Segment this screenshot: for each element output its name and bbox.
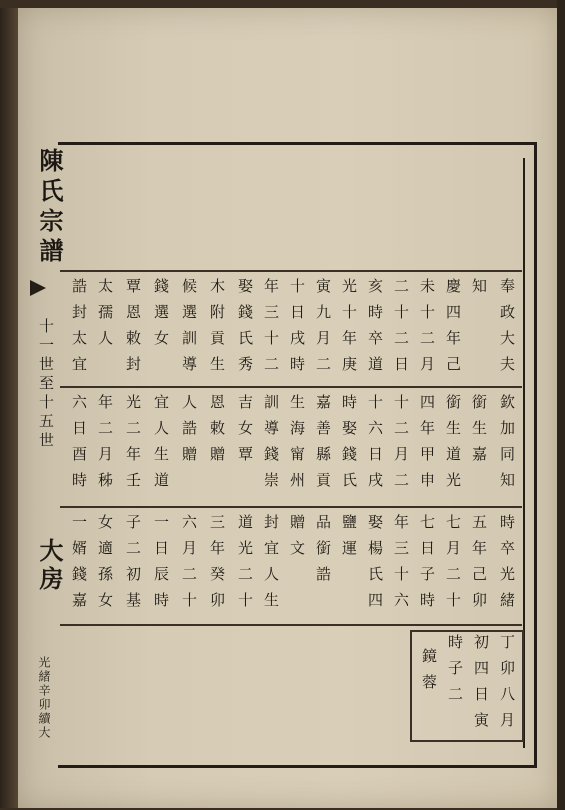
banxin-center-column xyxy=(30,148,64,788)
book-title: 陳氏宗譜 xyxy=(35,148,64,268)
text-column: 宜人生道 xyxy=(152,394,170,498)
branch-name: 大房 xyxy=(35,538,64,594)
fishtail-mark-icon xyxy=(30,280,46,296)
text-column: 一婿錢嘉 xyxy=(70,514,88,618)
bottom-note: 鏡蓉 xyxy=(420,648,438,700)
text-column: 木附貢生 xyxy=(208,278,226,382)
text-column: 知 xyxy=(470,278,488,304)
page-edge xyxy=(557,0,565,810)
divider-mid-2 xyxy=(60,506,522,508)
volume-range: 十一世至十五世 xyxy=(37,318,55,451)
text-column: 寅九月二 xyxy=(314,278,332,382)
text-column: 人誥贈 xyxy=(180,394,198,472)
bottom-note: 初四日寅 xyxy=(472,634,490,738)
text-column: 欽加同知 xyxy=(498,394,516,498)
text-column: 誥封太宜 xyxy=(70,278,88,382)
text-column: 娶楊氏四 xyxy=(366,514,384,618)
text-column: 六日酉時 xyxy=(70,394,88,498)
text-column: 生海甯州 xyxy=(288,394,306,498)
text-column: 贈文 xyxy=(288,514,306,566)
text-column: 四年甲申 xyxy=(418,394,436,498)
text-column: 二十二日 xyxy=(392,278,410,382)
text-column: 年三十六 xyxy=(392,514,410,618)
text-column: 恩敕贈 xyxy=(208,394,226,472)
text-column: 光二年壬 xyxy=(124,394,142,498)
text-column: 娶錢氏秀 xyxy=(236,278,254,382)
text-column: 一日辰時 xyxy=(152,514,170,618)
text-column: 時卒光緒 xyxy=(498,514,516,618)
text-column: 十二月二 xyxy=(392,394,410,498)
text-column: 未十二月 xyxy=(418,278,436,382)
divider-mid-1 xyxy=(60,386,522,388)
text-column: 訓導錢崇 xyxy=(262,394,280,498)
text-column: 錢選女 xyxy=(152,278,170,356)
text-column: 鹽運 xyxy=(340,514,358,566)
text-column: 光十年庚 xyxy=(340,278,358,382)
text-column: 品銜誥 xyxy=(314,514,332,592)
text-column: 十日戌時 xyxy=(288,278,306,382)
text-column: 三年癸卯 xyxy=(208,514,226,618)
genealogy-page xyxy=(18,8,558,808)
text-column: 太孺人 xyxy=(96,278,114,356)
text-column: 五年己卯 xyxy=(470,514,488,618)
divider-top xyxy=(60,270,522,272)
text-column: 吉女覃 xyxy=(236,394,254,472)
text-column: 奉政大夫 xyxy=(498,278,516,382)
text-column: 銜生道光 xyxy=(444,394,462,498)
text-column: 女適孫女 xyxy=(96,514,114,618)
text-column: 七日子時 xyxy=(418,514,436,618)
text-column: 時娶錢氏 xyxy=(340,394,358,498)
text-column: 銜生嘉 xyxy=(470,394,488,472)
text-column: 七月二十 xyxy=(444,514,462,618)
text-column: 覃恩敕封 xyxy=(124,278,142,382)
divider-bottom xyxy=(60,624,522,626)
bottom-note: 丁卯八月 xyxy=(498,634,516,738)
text-column: 嘉善縣貢 xyxy=(314,394,332,498)
bottom-note: 時子二 xyxy=(446,634,464,712)
text-column: 六月二十 xyxy=(180,514,198,618)
text-column: 年三十二 xyxy=(262,278,280,382)
text-column: 慶四年己 xyxy=(444,278,462,382)
edition-note: 光緒辛卯續大 xyxy=(37,656,51,740)
text-column: 封宜人生 xyxy=(262,514,280,618)
text-column: 年二月秭 xyxy=(96,394,114,498)
text-column: 十六日戌 xyxy=(366,394,384,498)
text-column: 亥時卒道 xyxy=(366,278,384,382)
book-spine xyxy=(0,8,20,808)
text-column: 子二初基 xyxy=(124,514,142,618)
text-column: 候選訓導 xyxy=(180,278,198,382)
text-column: 道光二十 xyxy=(236,514,254,618)
